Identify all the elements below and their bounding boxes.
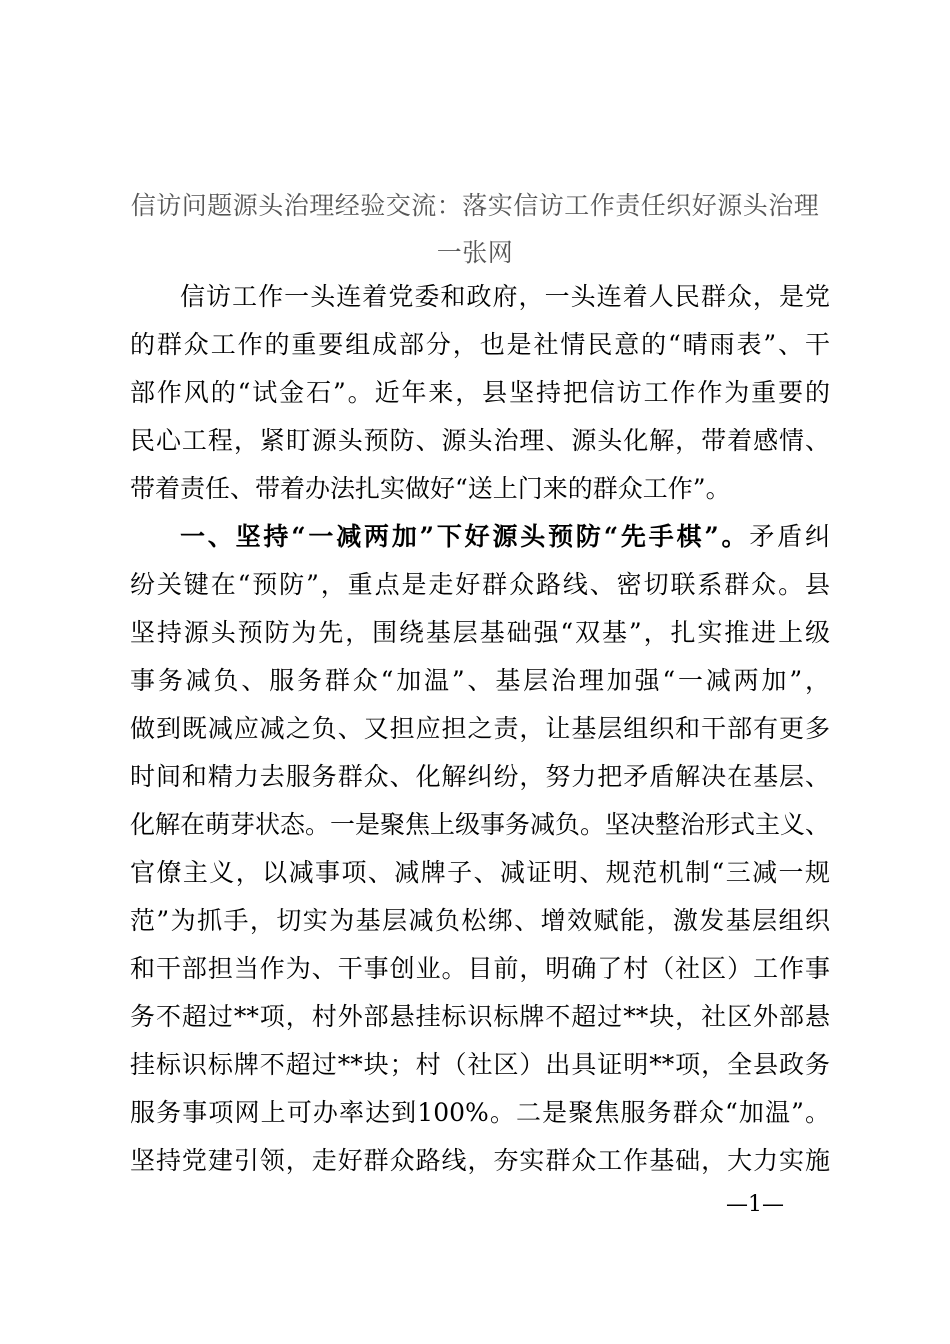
intro-line: 信访工作一头连着党委和政府，一头连着人民群众，是党 (180, 282, 830, 311)
section1-line: 务不超过**项，村外部悬挂标识标牌不超过**块，社区外部悬 (130, 1002, 830, 1031)
document-title-line-1: 信访问题源头治理经验交流：落实信访工作责任织好源头治理 (130, 191, 820, 220)
intro-line: 带着责任、带着办法扎实做好“送上门来的群众工作”。 (130, 474, 731, 503)
intro-line: 的群众工作的重要组成部分，也是社情民意的“晴雨表”、干 (130, 330, 830, 359)
section1-heading: 一、坚持“一减两加”下好源头预防“先手棋”。 (180, 522, 750, 551)
section1-first-line (180, 522, 830, 552)
section1-line: 做到既减应减之负、又担应担之责，让基层组织和干部有更多 (130, 714, 830, 743)
section1-line: 事务减负、服务群众“加温”、基层治理加强“一减两加”， (130, 666, 830, 695)
document-title-line-2: 一张网 (436, 238, 514, 267)
section1-line: 纷关键在“预防”，重点是走好群众路线、密切联系群众。县 (130, 570, 830, 599)
section1-line: 坚持源头预防为先，围绕基层基础强“双基”，扎实推进上级 (130, 618, 830, 647)
intro-line: 民心工程，紧盯源头预防、源头治理、源头化解，带着感情、 (130, 426, 830, 455)
page-number: —1— (726, 1192, 784, 1217)
section1-line: 范”为抓手，切实为基层减负松绑、增效赋能，激发基层组织 (130, 906, 830, 935)
intro-line: 部作风的“试金石”。近年来，县坚持把信访工作作为重要的 (130, 378, 830, 407)
section1-line: 官僚主义，以减事项、减牌子、减证明、规范机制“三减一规 (130, 858, 830, 887)
section1-line: 时间和精力去服务群众、化解纠纷，努力把矛盾解决在基层、 (130, 762, 830, 791)
section1-line: 和干部担当作为、干事创业。目前，明确了村（社区）工作事 (130, 954, 830, 983)
section1-line: 挂标识标牌不超过**块；村（社区）出具证明**项，全县政务 (130, 1050, 830, 1079)
section1-line: 服务事项网上可办率达到100%。二是聚焦服务群众“加温”。 (130, 1098, 830, 1127)
section1-first-tail: 矛盾纠 (749, 522, 830, 551)
section1-line: 化解在萌芽状态。一是聚焦上级事务减负。坚决整治形式主义、 (130, 810, 831, 839)
section1-line: 坚持党建引领，走好群众路线，夯实群众工作基础，大力实施 (130, 1146, 830, 1175)
